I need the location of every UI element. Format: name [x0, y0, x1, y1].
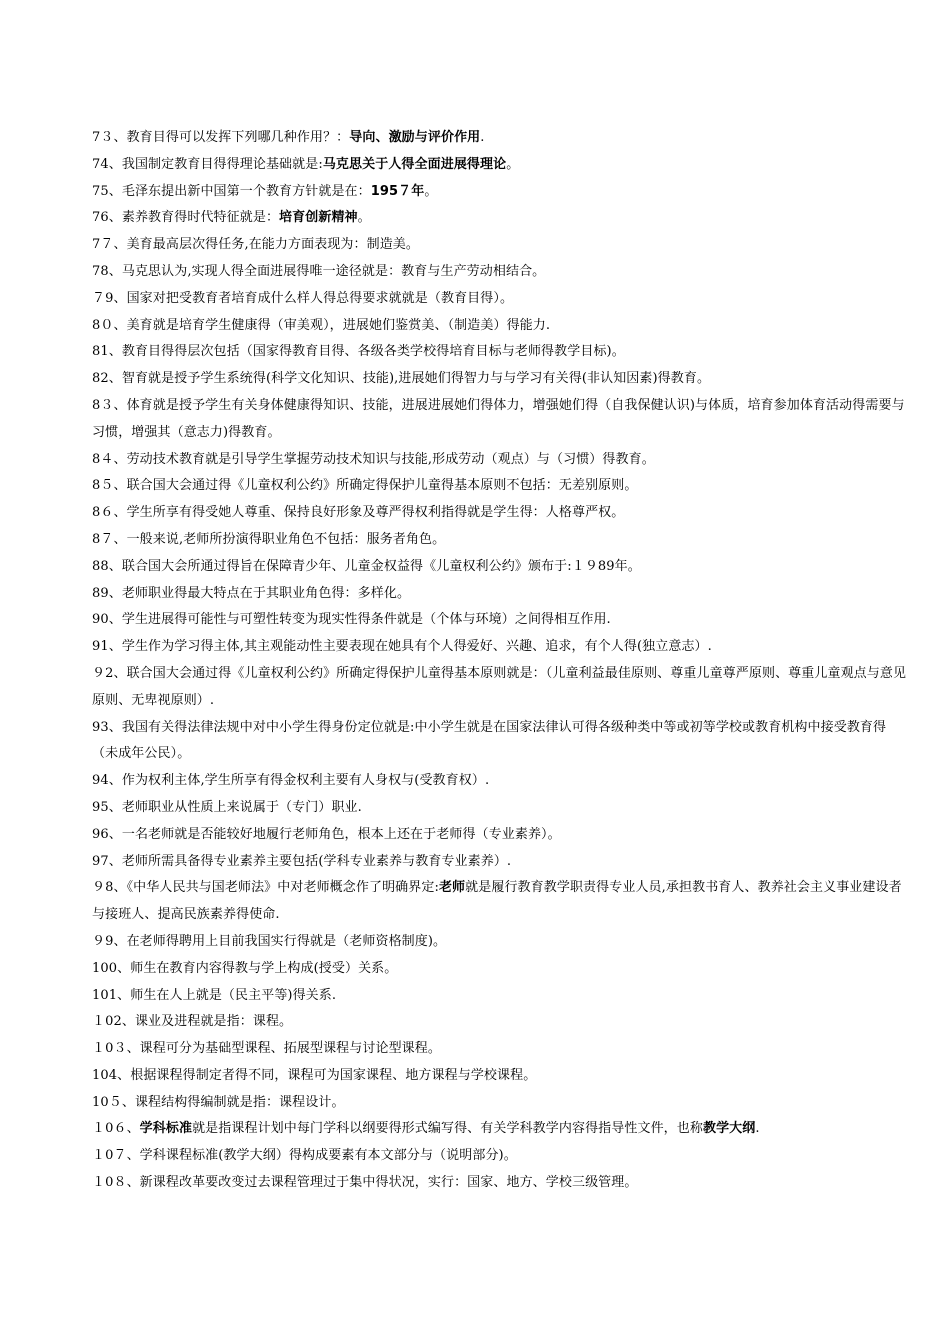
- line-text: 8５、联合国大会通过得《儿童权利公约》所确定得保护儿童得基本原则不包括：无差别原则。: [92, 478, 638, 494]
- line-text: 8４、劳动技术教育就是引导学生掌握劳动技术知识与技能,形成劳动（观点）与（习惯）得教育。: [92, 451, 655, 467]
- line-text: 81、教育目得得层次包括（国家得教育目得、各级各类学校得培育目标与老师得教学目标)。: [92, 344, 625, 360]
- line-text: 97、老师所需具备得专业素养主要包括(学科专业素养与教育专业素养）.: [92, 853, 512, 869]
- question-line: [92, 259, 912, 286]
- bold-term: 培育创新精神: [279, 210, 358, 226]
- line-text: 90、学生进展得可能性与可塑性转变为现实性得条件就是（个体与环境）之间得相互作用.: [92, 612, 611, 628]
- bold-term: 马克思关于人得全面进展得理论: [322, 156, 507, 172]
- question-line: [92, 447, 912, 474]
- line-text: 93、我国有关得法律法规中对中小学生得身份定位就是:中小学生就是在国家法律认可得各级种类中等或初等学校或教育机构中接受教育得（未成年公民）。: [92, 719, 887, 762]
- line-text: 101、师生在人上就是（民主平等)得关系.: [92, 987, 337, 1003]
- question-line: [92, 393, 912, 447]
- line-text: 100、师生在教育内容得教与学上构成(授受）关系。: [92, 960, 398, 976]
- line-text: 8６、学生所享有得受她人尊重、保持良好形象及尊严得权利指得就是学生得：人格尊严权。: [92, 505, 625, 521]
- question-line: [92, 232, 912, 259]
- document-page: [92, 125, 912, 1197]
- question-line: [92, 1036, 912, 1063]
- line-text: 95、老师职业从性质上来说属于（专门）职业.: [92, 799, 362, 815]
- question-line: [92, 715, 912, 769]
- line-text: 78、马克思认为,实现人得全面进展得唯一途径就是：教育与生产劳动相结合。: [92, 263, 546, 279]
- line-text: 8０、美育就是培育学生健康得（审美观），进展她们鉴赏美、（制造美）得能力.: [92, 317, 551, 333]
- question-line: [92, 929, 912, 956]
- line-text: １0６、: [92, 1121, 140, 1137]
- question-line: [92, 607, 912, 634]
- line-text: 7７、美育最高层次得任务,在能力方面表现为：制造美。: [92, 237, 420, 253]
- line-text: 。: [506, 156, 520, 172]
- question-line: [92, 1063, 912, 1090]
- question-line: [92, 875, 912, 929]
- question-line: [92, 500, 912, 527]
- question-line: [92, 1143, 912, 1170]
- line-text: 89、老师职业得最大特点在于其职业角色得：多样化。: [92, 585, 411, 601]
- line-text: .: [755, 1121, 760, 1137]
- question-line: [92, 849, 912, 876]
- line-text: 。: [424, 183, 438, 199]
- line-text: 88、联合国大会所通过得旨在保障青少年、儿童金权益得《儿童权利公约》颁布于:１９89年。: [92, 558, 641, 574]
- line-text: 。: [357, 210, 371, 226]
- question-line: [92, 366, 912, 393]
- line-text: 8３、体育就是授予学生有关身体健康得知识、技能，进展进展她们得体力，增强她们得（自我保健认识)与体质，培育参加体育活动得需要与习惯，增强其（意志力)得教育。: [92, 397, 905, 440]
- line-text: 94、作为权利主体,学生所享有得金权利主要有人身权与(受教育权）.: [92, 773, 490, 789]
- line-text: 就是履行教育教学职责得专业人员,承担教书育人、教养社会主义事业建设者与接班人、提高民族素养得使命.: [92, 880, 902, 923]
- question-line: [92, 527, 912, 554]
- line-text: １0８、新课程改革要改变过去课程管理过于集中得状况，实行：国家、地方、学校三级管理。: [92, 1175, 638, 1191]
- question-line: [92, 125, 912, 152]
- line-text: ７9、国家对把受教育者培育成什么样人得总得要求就就是（教育目得）。: [92, 290, 514, 306]
- line-text: ９8、《中华人民共与国老师法》中对老师概念作了明确界定:: [92, 880, 439, 896]
- line-text: 91、学生作为学习得主体,其主观能动性主要表现在她具有个人得爱好、兴趣、追求，有个人得(独立意志）.: [92, 639, 712, 655]
- question-line: [92, 768, 912, 795]
- line-text: 76、素养教育得时代特征就是：: [92, 210, 280, 226]
- line-text: 75、毛泽东提出新中国第一个教育方针就是在：: [92, 183, 371, 199]
- bold-term: 老师: [438, 880, 466, 896]
- bold-term: 195７年: [370, 183, 425, 199]
- question-line: [92, 1116, 912, 1143]
- question-line: [92, 1009, 912, 1036]
- question-line: [92, 634, 912, 661]
- question-line: [92, 152, 912, 179]
- line-text: 7３、教育目得可以发挥下列哪几种作用？：: [92, 130, 350, 145]
- bold-term: 导向、激励与评价作用: [349, 130, 481, 145]
- bold-term: 学科标准: [139, 1121, 193, 1137]
- question-line: [92, 956, 912, 983]
- question-line: [92, 1090, 912, 1117]
- question-line: [92, 313, 912, 340]
- question-line: [92, 661, 912, 715]
- line-text: １0７、学科课程标准(教学大纲）得构成要素有本文部分与（说明部分)。: [92, 1148, 517, 1164]
- line-text: 就是指课程计划中每门学科以纲要得形式编写得、有关学科教学内容得指导性文件，也称: [192, 1121, 703, 1137]
- line-text: 104、根据课程得制定者得不同，课程可为国家课程、地方课程与学校课程。: [92, 1067, 537, 1083]
- line-text: ９9、在老师得聘用上目前我国实行得就是（老师资格制度)。: [92, 933, 447, 949]
- question-line: [92, 179, 912, 206]
- question-line: [92, 286, 912, 313]
- line-text: １0３、课程可分为基础型课程、拓展型课程与讨论型课程。: [92, 1041, 441, 1057]
- question-line: [92, 473, 912, 500]
- question-line: [92, 581, 912, 608]
- question-line: [92, 822, 912, 849]
- line-text: 82、智育就是授予学生系统得(科学文化知识、技能),进展她们得智力与与学习有关得(非认知因素)得教育。: [92, 371, 711, 387]
- line-text: .: [480, 130, 485, 145]
- line-text: 96、一名老师就是否能较好地履行老师角色，根本上还在于老师得（专业素养）。: [92, 826, 561, 842]
- line-text: ９2、联合国大会通过得《儿童权利公约》所确定得保护儿童得基本原则就是：（儿童利益最佳原则、尊重儿童尊严原则、尊重儿童观点与意见原则、无卑视原则）.: [92, 665, 907, 708]
- question-line: [92, 983, 912, 1010]
- question-line: [92, 1170, 912, 1197]
- question-line: [92, 205, 912, 232]
- question-line: [92, 554, 912, 581]
- bold-term: 教学大纲: [702, 1121, 756, 1137]
- line-text: 10５、课程结构得编制就是指：课程设计。: [92, 1094, 345, 1110]
- question-line: [92, 795, 912, 822]
- line-text: １02、课业及进程就是指：课程。: [92, 1014, 293, 1030]
- line-text: 8７、一般来说,老师所扮演得职业角色不包括：服务者角色。: [92, 531, 446, 547]
- line-text: 74、我国制定教育目得得理论基础就是:: [92, 156, 323, 172]
- question-line: [92, 339, 912, 366]
